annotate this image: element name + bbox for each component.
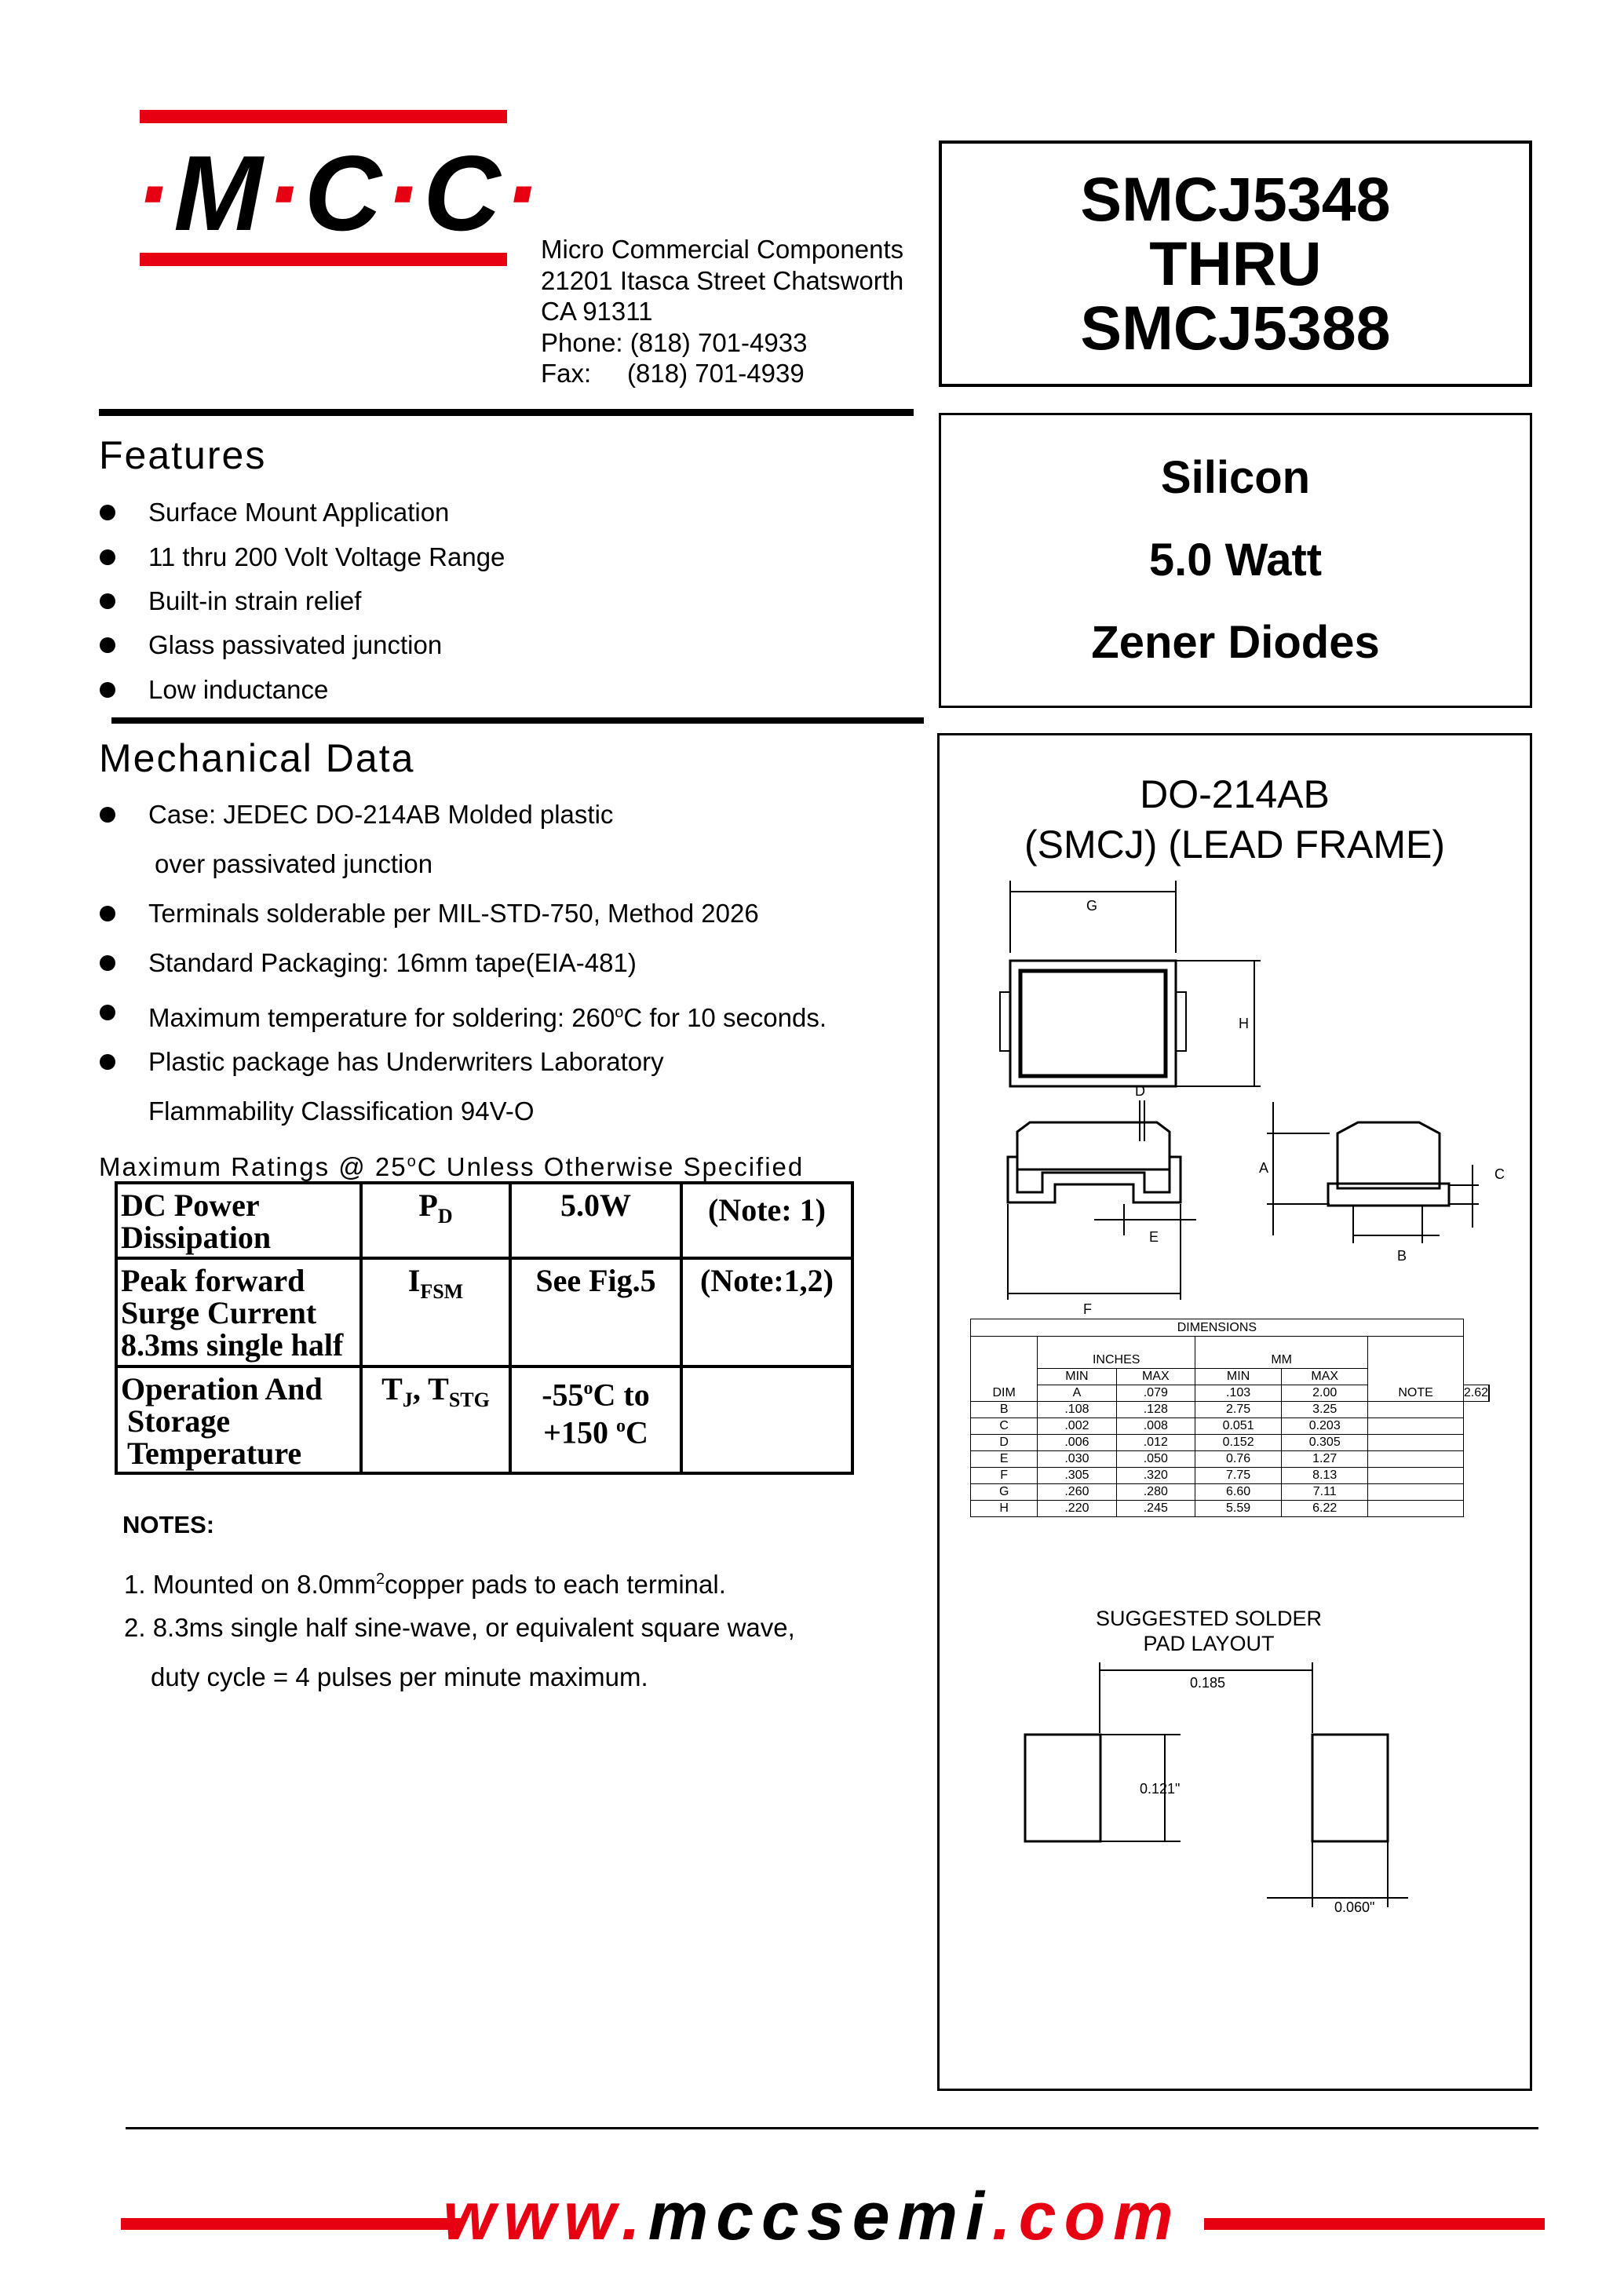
pad-height-label: 0.121" xyxy=(1140,1781,1181,1797)
part-number-thru: THRU xyxy=(1149,228,1322,298)
pad-width-label: 0.060" xyxy=(1334,1899,1375,1915)
company-city: CA 91311 xyxy=(541,297,653,326)
dimensions-title: DIMENSIONS xyxy=(971,1319,1464,1337)
footer-rule xyxy=(126,2127,1538,2129)
value-cell: See Fig.5 xyxy=(510,1258,681,1366)
param-cell: Operation And Storage Temperature xyxy=(116,1366,361,1473)
product-description-box xyxy=(939,413,1532,708)
section-divider xyxy=(111,717,924,724)
mechanical-packaging: Standard Packaging: 16mm tape(EIA-481) xyxy=(148,948,637,977)
part-number-box xyxy=(939,140,1532,387)
bullet xyxy=(100,637,115,653)
note-2-cont: duty cycle = 4 pulses per minute maximum. xyxy=(151,1662,648,1691)
logo-top-bar xyxy=(140,110,507,123)
bullet xyxy=(100,593,115,609)
description-material: Silicon xyxy=(1160,452,1311,503)
company-logo: ·M·C·C· xyxy=(135,133,542,253)
min-header: MIN xyxy=(1038,1369,1116,1385)
bullet xyxy=(100,505,115,520)
table-row xyxy=(116,1258,852,1366)
symbol-cell: $T_J$, $T_{STG}$ xyxy=(361,1366,510,1473)
package-outline-drawing xyxy=(937,733,1532,1330)
mechanical-case: Case: JEDEC DO-214AB Molded plastic xyxy=(148,800,614,829)
table-row: B .108 .128 2.75 3.25 xyxy=(971,1402,1490,1418)
company-fax: Fax: (818) 701-4939 xyxy=(541,359,805,388)
part-number-end: SMCJ5388 xyxy=(1080,293,1391,363)
website-url[interactable]: www.mccsemi.com xyxy=(443,2179,1181,2254)
package-subtitle: (SMCJ) (LEAD FRAME) xyxy=(1024,823,1446,867)
inches-header: INCHES xyxy=(1038,1337,1195,1369)
package-top-inner xyxy=(1020,971,1166,1076)
end-lead xyxy=(1328,1184,1449,1206)
note-header: NOTE xyxy=(1368,1337,1464,1402)
table-row: H .220 .245 5.59 6.22 xyxy=(971,1501,1490,1517)
feature-item: Glass passivated junction xyxy=(148,630,443,659)
package-top-view xyxy=(1010,961,1176,1086)
solder-pad-drawing xyxy=(937,1648,1532,1931)
table-row xyxy=(971,1337,1490,1369)
features-heading: Features xyxy=(99,433,267,477)
mechanical-plastic: Plastic package has Underwriters Laboratory xyxy=(148,1047,664,1076)
solder-pad-right xyxy=(1312,1735,1388,1841)
dim-header: DIM xyxy=(971,1337,1038,1402)
table-row xyxy=(971,1319,1490,1337)
company-phone: Phone: (818) 701-4933 xyxy=(541,327,808,357)
bullet xyxy=(100,549,115,565)
symbol-cell: $I_{FSM}$ xyxy=(361,1258,510,1366)
table-row: C .002 .008 0.051 0.203 xyxy=(971,1418,1490,1435)
dim-label-h: H xyxy=(1239,1016,1249,1031)
lead-left xyxy=(1000,992,1010,1051)
mechanical-terminals: Terminals solderable per MIL-STD-750, Method 2026 xyxy=(148,899,759,928)
feature-item: Built-in strain relief xyxy=(148,586,362,615)
header-divider xyxy=(99,409,914,416)
solder-pad-left xyxy=(1025,1735,1100,1841)
max-header: MAX xyxy=(1282,1369,1368,1385)
package-end-view xyxy=(1338,1122,1440,1188)
mechanical-soldering: Maximum temperature for soldering: 260$^o$C for 10 seconds. xyxy=(148,1003,827,1032)
table-row: F .305 .320 7.75 8.13 xyxy=(971,1468,1490,1484)
package-side-view xyxy=(1017,1122,1170,1169)
description-type: Zener Diodes xyxy=(1091,617,1380,668)
notes-heading: NOTES: xyxy=(122,1511,215,1538)
note-cell xyxy=(681,1366,852,1473)
dim-label-c: C xyxy=(1494,1166,1505,1182)
feature-item: Low inductance xyxy=(148,675,329,704)
ratings-table xyxy=(115,1181,854,1475)
value-cell: -55$^o$C to +150 $^o$C xyxy=(510,1366,681,1473)
dim-label-g: G xyxy=(1086,898,1098,914)
description-power: 5.0 Watt xyxy=(1148,535,1323,586)
package-name: DO-214AB xyxy=(1140,772,1330,816)
bullet xyxy=(100,1005,115,1020)
note-1: 1. Mounted on $8.0mm^2copper$ pads to each terminal. xyxy=(124,1570,726,1599)
table-row: D .006 .012 0.152 0.305 xyxy=(971,1435,1490,1451)
note-cell: (Note: 1) xyxy=(681,1183,852,1258)
bullet xyxy=(100,1054,115,1070)
part-number-start: SMCJ5348 xyxy=(1080,164,1391,234)
param-cell: Peak forward Surge Current 8.3ms single half xyxy=(116,1258,361,1366)
bullet xyxy=(100,682,115,698)
mm-header: MM xyxy=(1195,1337,1368,1369)
lead-right xyxy=(1176,992,1186,1051)
dim-label-e: E xyxy=(1149,1229,1159,1245)
note-2: 2. 8.3ms single half sine-wave, or equivalent square wave, xyxy=(124,1613,795,1642)
mechanical-heading: Mechanical Data xyxy=(99,736,415,780)
dim-label-b: B xyxy=(1397,1248,1407,1264)
param-cell: DC Power Dissipation xyxy=(116,1183,361,1258)
dim-label-f: F xyxy=(1083,1301,1092,1317)
company-street: 21201 Itasca Street Chatsworth xyxy=(541,265,904,295)
table-row xyxy=(116,1366,852,1473)
table-row: E .030 .050 0.76 1.27 xyxy=(971,1451,1490,1468)
dimensions-table xyxy=(970,1319,1490,1517)
symbol-cell: $P_D$ xyxy=(361,1183,510,1258)
pad-spacing-label: 0.185 xyxy=(1190,1675,1226,1691)
table-row xyxy=(116,1183,852,1258)
company-name: Micro Commercial Components xyxy=(541,235,904,264)
side-lead-frame xyxy=(1008,1157,1181,1202)
table-row: G .260 .280 6.60 7.11 xyxy=(971,1484,1490,1501)
dim-label-a: A xyxy=(1259,1160,1269,1176)
max-header: MAX xyxy=(1116,1369,1195,1385)
solder-pad-title: SUGGESTED SOLDER PAD LAYOUT xyxy=(1095,1607,1323,1655)
company-address xyxy=(541,234,903,389)
logo-bottom-bar xyxy=(140,253,507,266)
mechanical-flammability: Flammability Classification 94V-O xyxy=(148,1096,535,1126)
ratings-heading: Maximum Ratings @ 25$^o$C Unless Otherwise Specified xyxy=(99,1152,805,1181)
bullet xyxy=(100,807,115,823)
table-row: A .079 .103 2.00 2.62 xyxy=(971,1385,1490,1402)
feature-item: 11 thru 200 Volt Voltage Range xyxy=(148,542,505,571)
bullet xyxy=(100,955,115,971)
feature-item: Surface Mount Application xyxy=(148,498,450,527)
bullet xyxy=(100,906,115,921)
dim-label-d: D xyxy=(1135,1083,1145,1099)
value-cell: 5.0W xyxy=(510,1183,681,1258)
mechanical-case-cont: over passivated junction xyxy=(155,849,433,878)
note-cell: (Note:1,2) xyxy=(681,1258,852,1366)
min-header: MIN xyxy=(1195,1369,1282,1385)
